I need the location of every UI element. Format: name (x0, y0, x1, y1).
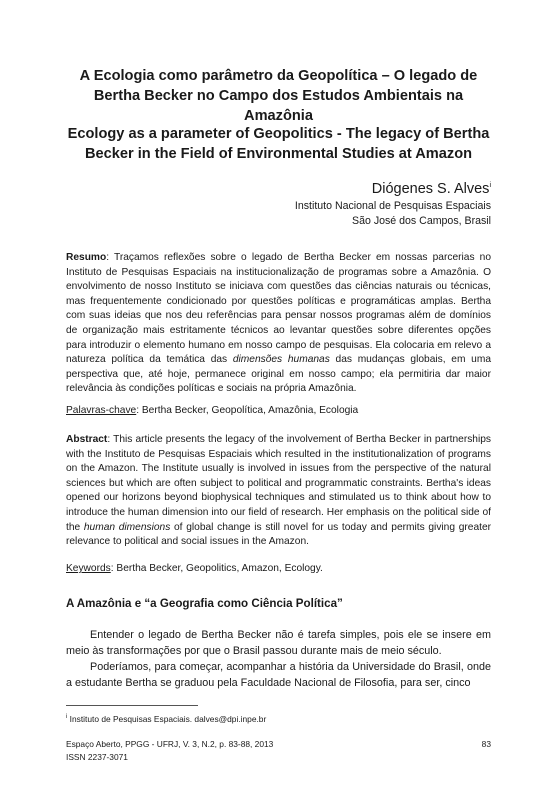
keywords-text: : Bertha Becker, Geopolitics, Amazon, Ecology. (110, 563, 323, 574)
abstract-paragraph (66, 433, 491, 550)
abstract-text-2: of global change is still novel for us today and permits giving greater relevance to political and social issues in the Amazon. (66, 521, 491, 548)
resumo-paragraph (66, 251, 491, 397)
resumo-text-2: das mudanças globais, em uma perspectiva que, até hoje, permanece original em nosso campo; ela permitiria dar maior relevância às condições políticas e sociais na própria Amazônia. (66, 354, 491, 395)
abstract-text-1: : This article presents the legacy of the involvement of Bertha Becker in partnerships with the Instituto de Pesquisas Espaciais which resulted in the institutionalization of programs on the Amazon. The Institute usually is involved in issues from the perspective of the natural sciences but which are often subject to political and programmatic constraints. Bertha's ideas opened our horizons beyond biophysical techniques and stimulated us to think about how to introduce the human dimension into our field of research. Her emphasis on the political side of the (66, 434, 491, 533)
journal-citation: Espaço Aberto, PPGG - UFRJ, V. 3, N.2, p. 83-88, 2013 (66, 739, 274, 749)
resumo-text-1: : Traçamos reflexões sobre o legado de Bertha Becker em nossas parcerias no Instituto de Pesquisas Espaciais na institucionalização de programas sobre a Amazônia. O envolvimento de nosso Instituto se iniciava com questões das ciências naturais ou técnicas, mas frequentemente condicionado por questões políticas e programáticas amplas. Bertha com suas ideias que nos deu referências para pensar nossos programas além de domínios de organização mais estritamente técnicos ao levantar questões sobre diferentes opções para introduzir o elemento humano em nosso campo de pesquisas. Ela colocaria em relevo a natureza política da temática das (66, 252, 491, 366)
author-block (295, 176, 491, 229)
section-heading: A Amazônia e “a Geografia como Ciência Política” (66, 597, 343, 610)
palavras-chave-text: : Bertha Becker, Geopolítica, Amazônia, Ecologia (136, 405, 359, 416)
footnote-divider (66, 705, 198, 706)
author-name-line (295, 176, 491, 199)
author-name: Diógenes S. Alves (371, 180, 490, 197)
keywords-paragraph (66, 562, 491, 577)
body-paragraph: Poderíamos, para começar, acompanhar a história da Universidade do Brasil, onde a estudante Bertha se graduou pela Faculdade Nacional de Filosofia, para ser, cinco (66, 661, 491, 689)
resumo-emphasis: dimensões humanas (232, 354, 330, 366)
author-footnote-mark: i (489, 182, 491, 189)
abstract-label: Abstract (66, 434, 108, 445)
title-english: Ecology as a parameter of Geopolitics - The legacy of Bertha Becker in the Field of Environmental Studies at Amazon (67, 126, 490, 162)
issn: ISSN 2237-3071 (66, 752, 128, 762)
author-institution: Instituto Nacional de Pesquisas Espaciais (294, 199, 491, 212)
page-number: 83 (481, 739, 491, 749)
title-portuguese: A Ecologia como parâmetro da Geopolítica – O legado de Bertha Becker no Campo dos Estudos Ambientais na Amazônia (79, 68, 478, 124)
author-location: São José dos Campos, Brasil (352, 214, 491, 227)
resumo-label: Resumo (66, 252, 107, 263)
palavras-chave-label: Palavras-chave (66, 405, 137, 416)
journal-footer (66, 738, 273, 764)
footnote-mark: i (66, 714, 68, 720)
keywords-label: Keywords (66, 563, 111, 574)
palavras-chave-paragraph (66, 404, 491, 419)
abstract-emphasis: human dimensions (83, 521, 171, 533)
footnote-text: Instituto de Pesquisas Espaciais. dalves@dpi.inpe.br (67, 713, 267, 724)
body-paragraph: Entender o legado de Bertha Becker não é tarefa simples, pois ele se insere em meio às transformações por que o Brasil passou durante mais de meio século. (66, 629, 491, 657)
footnote (66, 711, 266, 725)
